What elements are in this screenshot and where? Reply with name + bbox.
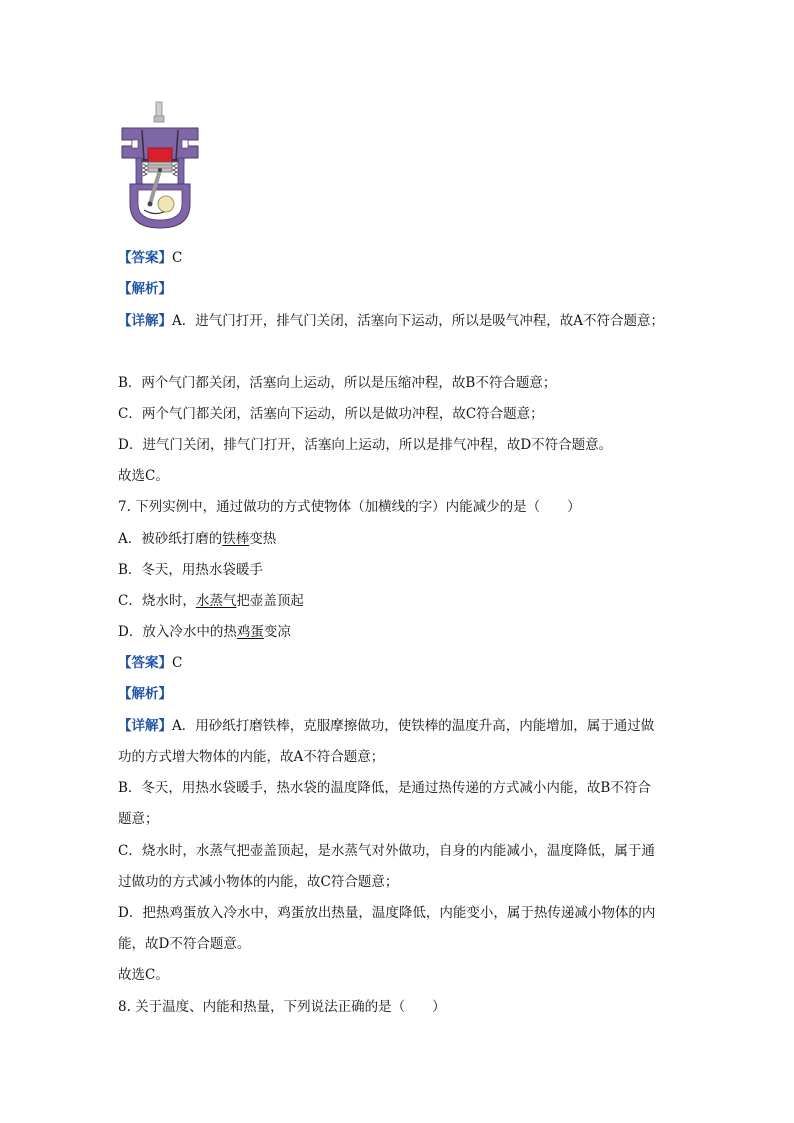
q7-detail-b-2: 题意；	[118, 811, 159, 827]
answer-label: 【答案】	[118, 250, 172, 266]
q7-detail-d-2: 能，故D不符合题意。	[118, 936, 251, 952]
q7-option-c	[118, 591, 304, 611]
q6-answer	[118, 248, 182, 268]
option-text: C．烧水时，	[118, 593, 196, 609]
q7-detail-b-1: B．冬天，用热水袋暖手，热水袋的温度降低，是通过热传递的方式减小内能，故B不符合	[118, 780, 651, 796]
q7-detail-c-1: C．烧水时，水蒸气把壶盖顶起，是水蒸气对外做功，自身的内能减小，温度降低，属于通	[118, 843, 655, 859]
answer-label: 【答案】	[118, 655, 172, 671]
q7-answer	[118, 653, 182, 673]
answer-value: C	[172, 250, 183, 266]
option-text: 变凉	[263, 624, 291, 640]
detail-text: A．用砂纸打磨铁棒，克服摩擦做功，使铁棒的温度升高，内能增加，属于通过做	[172, 718, 655, 734]
q7-option-d	[118, 622, 291, 642]
q7-detail-c-2: 过做功的方式减小物体的内能，故C符合题意；	[118, 874, 399, 890]
detail-label: 【详解】	[118, 313, 172, 329]
q7-option-b: B．冬天，用热水袋暖手	[118, 562, 263, 578]
four-stroke-engine-icon	[120, 100, 200, 230]
q7-detail-a-1	[118, 716, 654, 736]
q7-detail-a-2: 功的方式增大物体的内能，故A不符合题意；	[118, 749, 385, 765]
detail-text: A．进气门打开，排气门关闭，活塞向下运动，所以是吸气冲程，故A不符合题意；	[172, 313, 664, 329]
q7-detail-d-1: D．把热鸡蛋放入冷水中，鸡蛋放出热量，温度降低，内能变小，属于热传递减小物体的内	[118, 905, 656, 921]
option-text: 变热	[249, 531, 277, 547]
q7-stem: 7. 下列实例中，通过做功的方式使物体（加横线的字）内能减少的是（ ）	[118, 499, 581, 515]
option-text: 把壶盖顶起	[236, 593, 304, 609]
option-underlined: 鸡蛋	[236, 624, 264, 640]
option-underlined: 铁棒	[222, 531, 250, 547]
q6-conclusion: 故选C。	[118, 468, 169, 484]
option-text: D．放入冷水中的热	[118, 624, 237, 640]
detail-label: 【详解】	[118, 718, 172, 734]
q7-conclusion: 故选C。	[118, 967, 169, 983]
q6-detail-d: D．进气门关闭，排气门打开，活塞向上运动，所以是排气冲程，故D不符合题意。	[118, 437, 613, 453]
q7-option-a	[118, 529, 276, 549]
q8-stem: 8. 关于温度、内能和热量，下列说法正确的是（ ）	[118, 999, 446, 1015]
q6-detail-b: B．两个气门都关闭，活塞向上运动，所以是压缩冲程，故B不符合题意；	[118, 375, 557, 391]
option-text: A．被砂纸打磨的	[118, 531, 223, 547]
answer-value: C	[172, 655, 183, 671]
q7-analysis-label: 【解析】	[118, 686, 172, 702]
q6-analysis-label: 【解析】	[118, 281, 172, 297]
option-underlined: 水蒸气	[195, 593, 237, 609]
q6-detail-a	[118, 311, 664, 331]
q6-detail-c: C．两个气门都关闭，活塞向下运动，所以是做功冲程，故C符合题意；	[118, 406, 544, 422]
